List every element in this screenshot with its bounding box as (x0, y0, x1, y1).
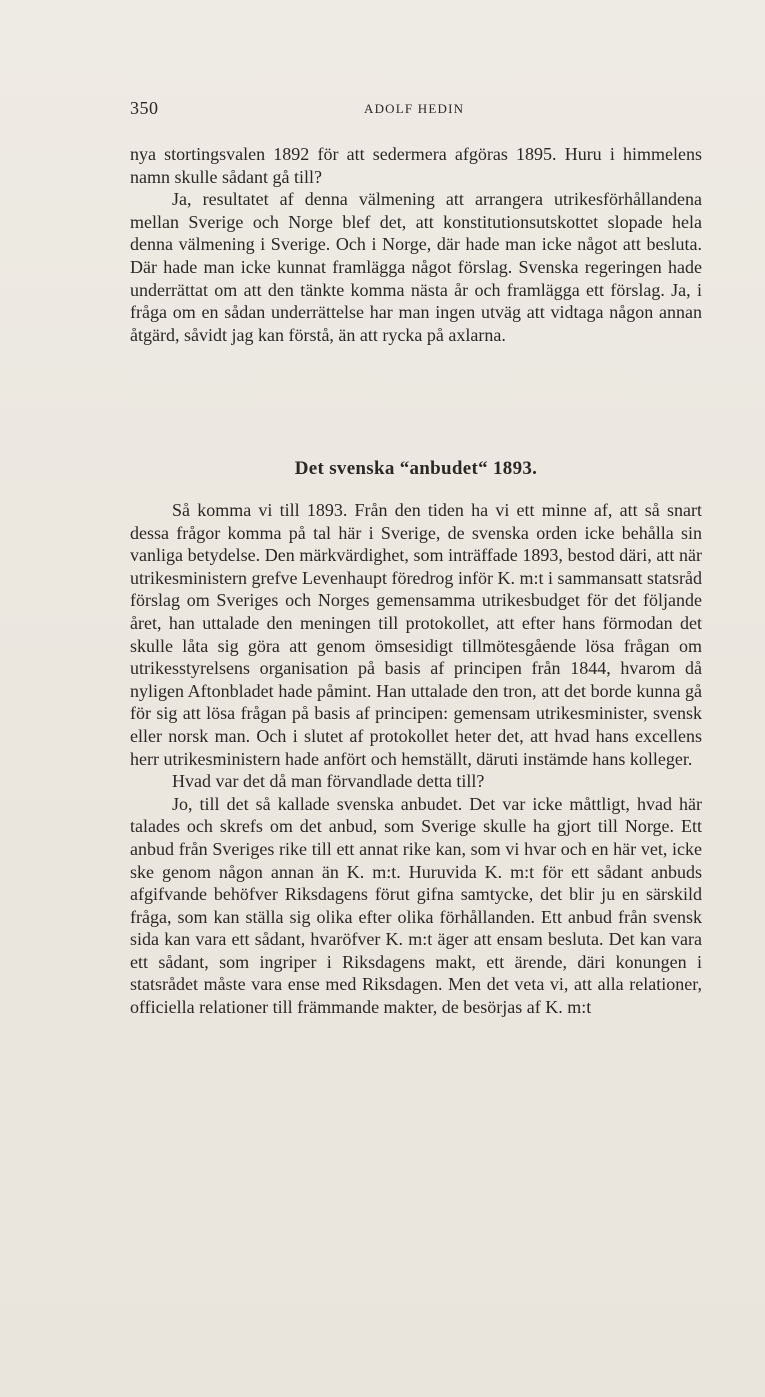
paragraph: Hvad var det då man förvandlade detta till? (172, 771, 485, 792)
text-block-before-heading (130, 143, 702, 346)
page-number: 350 (130, 98, 159, 118)
paragraph: Jo, till det så kallade svenska anbudet. Det var icke måttligt, hvad här talades och skrefs om det anbud, som Sverige skulle ha gjort till Norge. Ett anbud från Sveriges rike till ett annat rike kan, som vi hvar och en här vet, icke ske genom någon annan än K. m:t. Huruvida K. m:t för ett sådant anbuds afgifvande behöfver Riksdagens förut gifna samtycke, det blir ju en särskild fråga, som kan ställa sig olika efter olika förhållanden. Ett anbud från svensk sida kan vara ett sådant, hvaröfver K. m:t äger att ensam besluta. Det kan vara ett sådant, som ingriper i Riksdagens makt, ett ärende, däri konungen i statsrådet måste vara ense med Riksdagen. Men det veta vi, att alla relationer, officiella relationer till främmande makter, de besörjas af K. m:t (130, 793, 702, 1018)
paragraph: Ja, resultatet af denna välmening att arrangera utrikesförhållandena mellan Sverige och Norge blef det, att konstitutionsutskottet slopade hela denna välmening i Sverige. Och i Norge, där hade man icke något att besluta. Där hade man icke kunnat framlägga något förslag. Svenska regeringen hade underrättat om att den tänkte komma nästa år och framlägga ett förslag. Ja, i fråga om en sådan underrättelse har man ingen utväg att vidtaga någon annan åtgärd, såvidt jag kan förstå, än att rycka på axlarna. (130, 189, 702, 345)
page-header (130, 98, 702, 122)
paragraph: Så komma vi till 1893. Från den tiden ha vi ett minne af, att så snart dessa frågor komma på tal här i Sverige, de svenska orden icke behålla sin vanliga betydelse. Den märkvärdighet, som inträffade 1893, bestod däri, att när utrikesministern grefve Levenhaupt föredrog inför K. m:t i sammansatt statsråd förslag om Sveriges och Norges gemensamma utrikesbudget för det följande året, han uttalade den meningen till protokollet, att efter hans förmodan det skulle låta sig göra att genom ömsesidigt tillmötesgående lösa frågan om utrikesstyrelsens organisation på basis af principen från 1844, hvarom då nyligen Aftonbladet hade påmint. Han uttalade den tron, att det borde kunna gå för sig att lösa frågan på basis af principen: gemensam utrikesminister, svensk eller norsk man. Och i slutet af protokollet heter det, att hvad hans excellens herr utrikesministern hade anfört och hemställt, däruti instämde hans kolleger. (130, 500, 702, 769)
running-head: ADOLF HEDIN (364, 101, 465, 116)
paragraph: nya stortingsvalen 1892 för att sedermera afgöras 1895. Huru i himmelens namn skulle sådant gå till? (130, 144, 702, 187)
section-heading: Det svenska “anbudet“ 1893. (294, 458, 538, 479)
text-block-after-heading (130, 499, 702, 1019)
